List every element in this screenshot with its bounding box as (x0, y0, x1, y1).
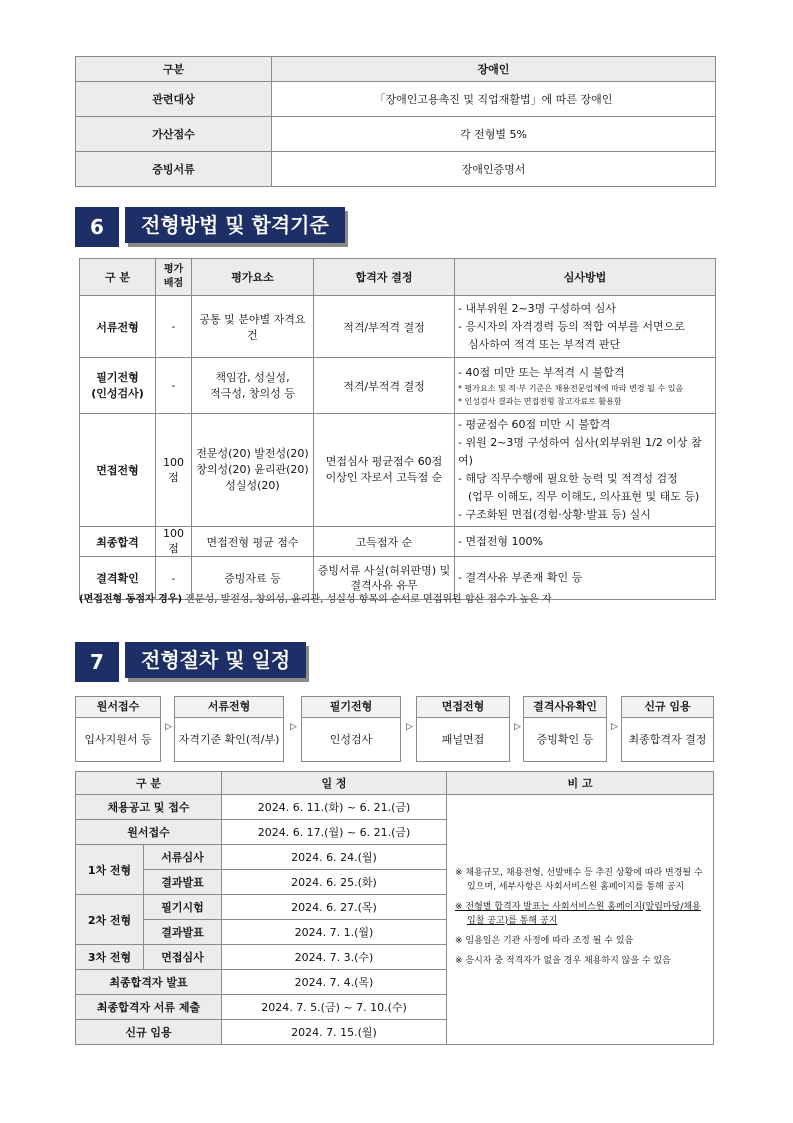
flow-arrow-icon: ▷ (611, 722, 618, 732)
flow-arrow-icon: ▷ (514, 722, 521, 732)
row-score: 100점 (156, 527, 192, 557)
schedule-row-label: 최종합격자 서류 제출 (76, 995, 222, 1020)
schedule-row-label: 면접심사 (144, 945, 222, 970)
flow-arrow-icon: ▷ (165, 722, 172, 732)
flow-step (174, 696, 284, 762)
row-category: 서류전형 (80, 296, 156, 358)
schedule-group-label: 3차 전형 (76, 945, 144, 970)
method-line: (업무 이해도, 직무 이해도, 의사표현 및 태도 등) (468, 490, 700, 503)
method-line: - 구조화된 면접(경험·상황·발표 등) 실시 (458, 508, 651, 521)
schedule-header-date: 일 정 (222, 772, 447, 795)
section-title: 전형방법 및 합격기준 (125, 207, 345, 243)
flow-step (75, 696, 161, 762)
method-line: - 응시자의 자격경력 등의 적합 여부를 서면으로 (458, 319, 685, 333)
row-elements: 전문성(20) 발전성(20) 창의성(20) 윤리관(20) 성실성(20) (192, 414, 314, 527)
section-number: 6 (75, 207, 119, 247)
method-note: * 인성검사 결과는 면접전형 참고자료로 활용함 (458, 396, 622, 406)
row-category: 면접전형 (80, 414, 156, 527)
row-decision: 적격/부적격 결정 (314, 296, 455, 358)
eligibility-row-label: 증빙서류 (76, 152, 272, 187)
schedule-row-date: 2024. 7. 15.(월) (222, 1020, 447, 1045)
method-line: - 위원 2~3명 구성하여 심사(외부위원 1/2 이상 참여) (458, 436, 702, 467)
schedule-row-date: 2024. 7. 4.(목) (222, 970, 447, 995)
flow-step (621, 696, 714, 762)
schedule-row-date: 2024. 7. 3.(수) (222, 945, 447, 970)
schedule-row-date: 2024. 7. 5.(금) ~ 7. 10.(수) (222, 995, 447, 1020)
schedule-row-label: 최종합격자 발표 (76, 970, 222, 995)
schedule-row-date: 2024. 6. 11.(화) ~ 6. 21.(금) (222, 795, 447, 820)
eligibility-table (75, 56, 716, 187)
schedule-row-date: 2024. 6. 17.(월) ~ 6. 21.(금) (222, 820, 447, 845)
schedule-group-label: 2차 전형 (76, 895, 144, 945)
eligibility-row-label: 가산점수 (76, 117, 272, 152)
note-label: (면접전형 동점자 경우) (79, 594, 183, 605)
eligibility-row-value: 각 전형별 5% (272, 117, 716, 152)
remark-item: ※ 전형별 합격자 발표는 사회서비스원 홈페이지(알림마당/채용입찰 공고)를 통해 공지 (455, 901, 701, 926)
eligibility-row-value: 「장애인고용촉진 및 직업재활법」에 따른 장애인 (272, 82, 716, 117)
flow-step (416, 696, 510, 762)
row-decision: 면접심사 평균점수 60점 이상인 자로서 고득점 순 (314, 414, 455, 527)
flow-step-title: 필기전형 (302, 697, 400, 718)
row-category: 결격확인 (80, 557, 156, 600)
row-score: - (156, 557, 192, 600)
schedule-header-category: 구 분 (76, 772, 222, 795)
method-line: - 면접전형 100% (458, 534, 543, 548)
flow-step-title: 결격사유확인 (524, 697, 606, 718)
schedule-row-label: 필기시험 (144, 895, 222, 920)
flow-step-body: 최종합격자 결정 (628, 733, 707, 746)
eligibility-row-value: 장애인증명서 (272, 152, 716, 187)
flow-arrow-icon: ▷ (290, 722, 297, 732)
row-elements: 공통 및 분야별 자격요건 (192, 296, 314, 358)
schedule-group-label: 1차 전형 (76, 845, 144, 895)
flow-step-body: 증빙확인 등 (536, 733, 594, 746)
schedule-row-date: 2024. 6. 25.(화) (222, 870, 447, 895)
flow-step (301, 696, 401, 762)
schedule-row-label: 신규 임용 (76, 1020, 222, 1045)
header-category: 구 분 (80, 259, 156, 296)
row-category: 최종합격 (80, 527, 156, 557)
row-score: - (156, 358, 192, 414)
flow-step-body: 인성검사 (329, 733, 373, 746)
schedule-row-label: 결과발표 (144, 870, 222, 895)
row-method (455, 296, 716, 358)
row-elements: 책임감, 성실성, 적극성, 창의성 등 (192, 358, 314, 414)
row-score: 100점 (156, 414, 192, 527)
section-title: 전형절차 및 일정 (125, 642, 306, 678)
remark-item: ※ 임용일은 기관 사정에 따라 조정 될 수 있음 (455, 935, 634, 946)
schedule-row-label: 서류심사 (144, 845, 222, 870)
schedule-row-date: 2024. 7. 1.(월) (222, 920, 447, 945)
method-line: - 40점 미만 또는 부적격 시 불합격 (458, 365, 625, 379)
row-category: 필기전형 (인성검사) (80, 358, 156, 414)
row-elements: 면접전형 평균 점수 (192, 527, 314, 557)
schedule-row-date: 2024. 6. 27.(목) (222, 895, 447, 920)
remark-item: ※ 채용규모, 채용전형, 선발배수 등 추진 상황에 따라 변경될 수 있으며, 세부사항은 사회서비스원 홈페이지를 통해 공지 (455, 867, 703, 892)
remark-item: ※ 응시자 중 적격자가 없을 경우 채용하지 않을 수 있음 (455, 955, 671, 966)
eligibility-header-category: 구분 (76, 57, 272, 82)
schedule-row-label: 결과발표 (144, 920, 222, 945)
method-note: * 평가요소 및 적·부 기준은 채용전문업체에 따라 변경 될 수 있음 (458, 383, 684, 393)
header-method: 심사방법 (455, 259, 716, 296)
row-decision: 적격/부적격 결정 (314, 358, 455, 414)
flow-step (523, 696, 607, 762)
note-text: 전문성, 발전성, 창의성, 윤리관, 성실성 항목의 순서로 면접위원 합산 점수가 높은 자 (182, 594, 552, 605)
flow-step-title: 면접전형 (417, 697, 509, 718)
flow-step-body: 자격기준 확인(적/부) (178, 733, 280, 746)
section-number: 7 (75, 642, 119, 682)
row-method (455, 358, 716, 414)
row-elements: 증빙자료 등 (192, 557, 314, 600)
tie-breaker-note (79, 590, 552, 605)
schedule-row-label: 원서접수 (76, 820, 222, 845)
flow-step-body: 입사지원서 등 (84, 733, 152, 746)
flow-step-title: 서류전형 (175, 697, 283, 718)
schedule-remarks (447, 795, 714, 1045)
header-decision: 합격자 결정 (314, 259, 455, 296)
eligibility-header-disabled: 장애인 (272, 57, 716, 82)
method-line: - 해당 직무수행에 필요한 능력 및 적격성 검정 (458, 472, 678, 485)
row-method (455, 414, 716, 527)
schedule-row-date: 2024. 6. 24.(월) (222, 845, 447, 870)
method-line: - 내부위원 2~3명 구성하여 심사 (458, 301, 617, 315)
flow-step-title: 원서접수 (76, 697, 160, 718)
flow-step-body: 패널면접 (441, 733, 485, 746)
schedule-table (75, 771, 714, 1045)
row-score: - (156, 296, 192, 358)
row-method (455, 527, 716, 557)
selection-method-table (79, 258, 716, 600)
header-elements: 평가요소 (192, 259, 314, 296)
header-score: 평가 배점 (156, 259, 192, 296)
eligibility-row-label: 관련대상 (76, 82, 272, 117)
method-line: - 결격사유 부존재 확인 등 (458, 571, 583, 584)
schedule-row-label: 채용공고 및 접수 (76, 795, 222, 820)
row-decision: 고득점자 순 (314, 527, 455, 557)
flow-step-title: 신규 임용 (622, 697, 713, 718)
method-line: 심사하여 적격 또는 부적격 판단 (468, 337, 621, 351)
method-line: - 평균점수 60점 미만 시 불합격 (458, 418, 611, 431)
flow-arrow-icon: ▷ (406, 722, 413, 732)
schedule-header-remarks: 비 고 (447, 772, 714, 795)
row-decision: 증빙서류 사실(허위판명) 및 결격사유 유무 (314, 557, 455, 600)
